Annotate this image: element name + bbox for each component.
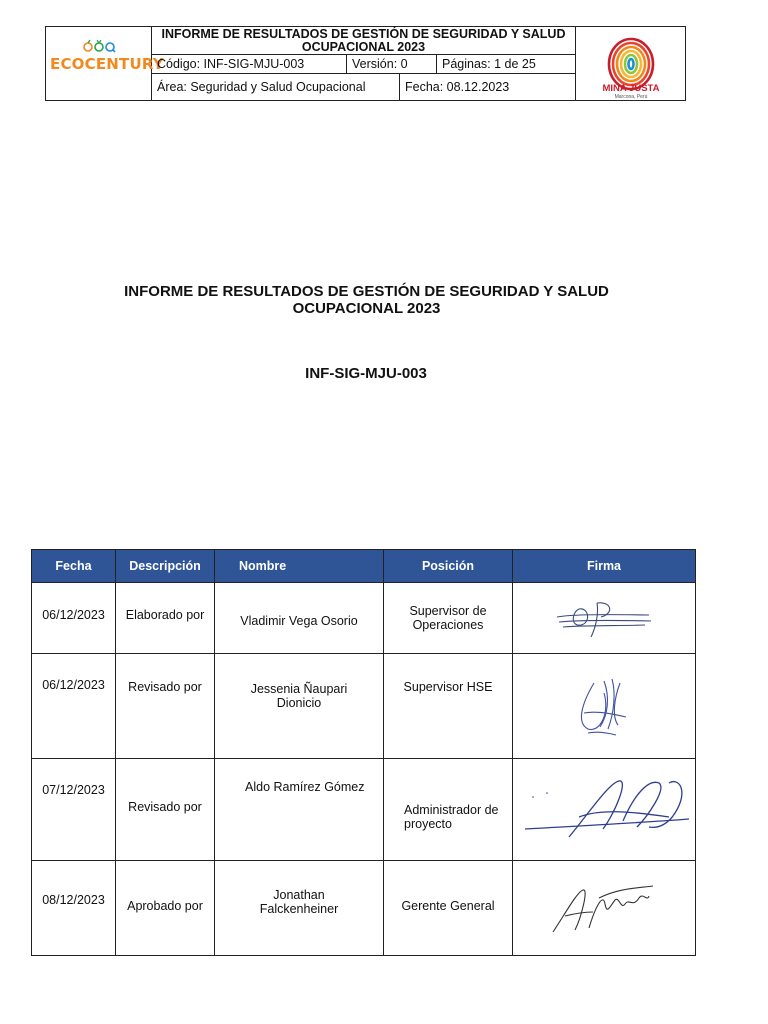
header-fecha: Fecha: 08.12.2023 [405, 80, 510, 94]
table-row [32, 583, 696, 654]
cell-descripcion: Revisado por [116, 654, 215, 759]
header-area: Área: Seguridad y Salud Ocupacional [152, 74, 400, 100]
cell-descripcion: Revisado por [116, 759, 215, 861]
cell-nombre: Aldo Ramírez Gómez [215, 759, 384, 861]
cell-firma [513, 759, 696, 861]
signature-falckenheiner-icon [549, 878, 659, 938]
table-header-row [32, 550, 696, 583]
cell-firma [513, 861, 696, 956]
ecocentury-wordmark: ECOCENTURY [50, 55, 164, 73]
cell-firma [513, 583, 696, 654]
document-title: INFORME DE RESULTADOS DE GESTIÓN DE SEGURIDAD Y SALUD OCUPACIONAL 2023 [124, 283, 609, 317]
header-version: Versión: 0 [347, 55, 437, 74]
column-header-descripcion: Descripción [116, 550, 215, 583]
cell-fecha: 07/12/2023 [32, 759, 116, 861]
cell-descripcion: Elaborado por [116, 583, 215, 654]
cell-posicion: Gerente General [384, 861, 513, 956]
cell-nombre: Vladimir Vega Osorio [215, 583, 384, 654]
cell-descripcion: Aprobado por [116, 861, 215, 956]
cell-posicion: Supervisor de Operaciones [384, 583, 513, 654]
table-row [32, 654, 696, 759]
ecocentury-logo [46, 27, 164, 100]
header-codigo: Código: INF-SIG-MJU-003 [152, 55, 347, 74]
column-header-posicion: Posición [384, 550, 513, 583]
document-header [45, 26, 686, 101]
cell-fecha: 06/12/2023 [32, 583, 116, 654]
header-title: INFORME DE RESULTADOS DE GESTIÓN DE SEGURIDAD Y SALUD OCUPACIONAL 2023 [152, 27, 575, 55]
column-header-fecha: Fecha [32, 550, 116, 583]
mina-justa-location: Marcona, Perú [614, 94, 648, 100]
cell-posicion: Supervisor HSE [384, 654, 513, 759]
cell-firma [513, 654, 696, 759]
cell-posicion: Administrador de proyecto [384, 759, 513, 861]
mina-justa-logo [575, 27, 685, 100]
signature-ramirez-icon [519, 773, 695, 847]
table-row [32, 861, 696, 956]
column-header-nombre: Nombre [215, 550, 384, 583]
column-header-firma: Firma [513, 550, 696, 583]
signature-naupari-icon [564, 673, 644, 739]
ecocentury-symbols-icon [83, 39, 117, 53]
approval-table [31, 549, 696, 956]
cell-fecha: 08/12/2023 [32, 861, 116, 956]
signature-vega-icon [549, 595, 659, 641]
header-paginas: Páginas: 1 de 25 [437, 55, 575, 74]
cell-nombre: Jessenia Ñaupari Dionicio [215, 654, 384, 759]
mina-justa-wordmark: MINA JUSTA [602, 83, 660, 94]
cell-fecha: 06/12/2023 [32, 654, 116, 759]
document-code: INF-SIG-MJU-003 [305, 365, 427, 382]
cell-nombre: Jonathan Falckenheiner [215, 861, 384, 956]
table-row [32, 759, 696, 861]
